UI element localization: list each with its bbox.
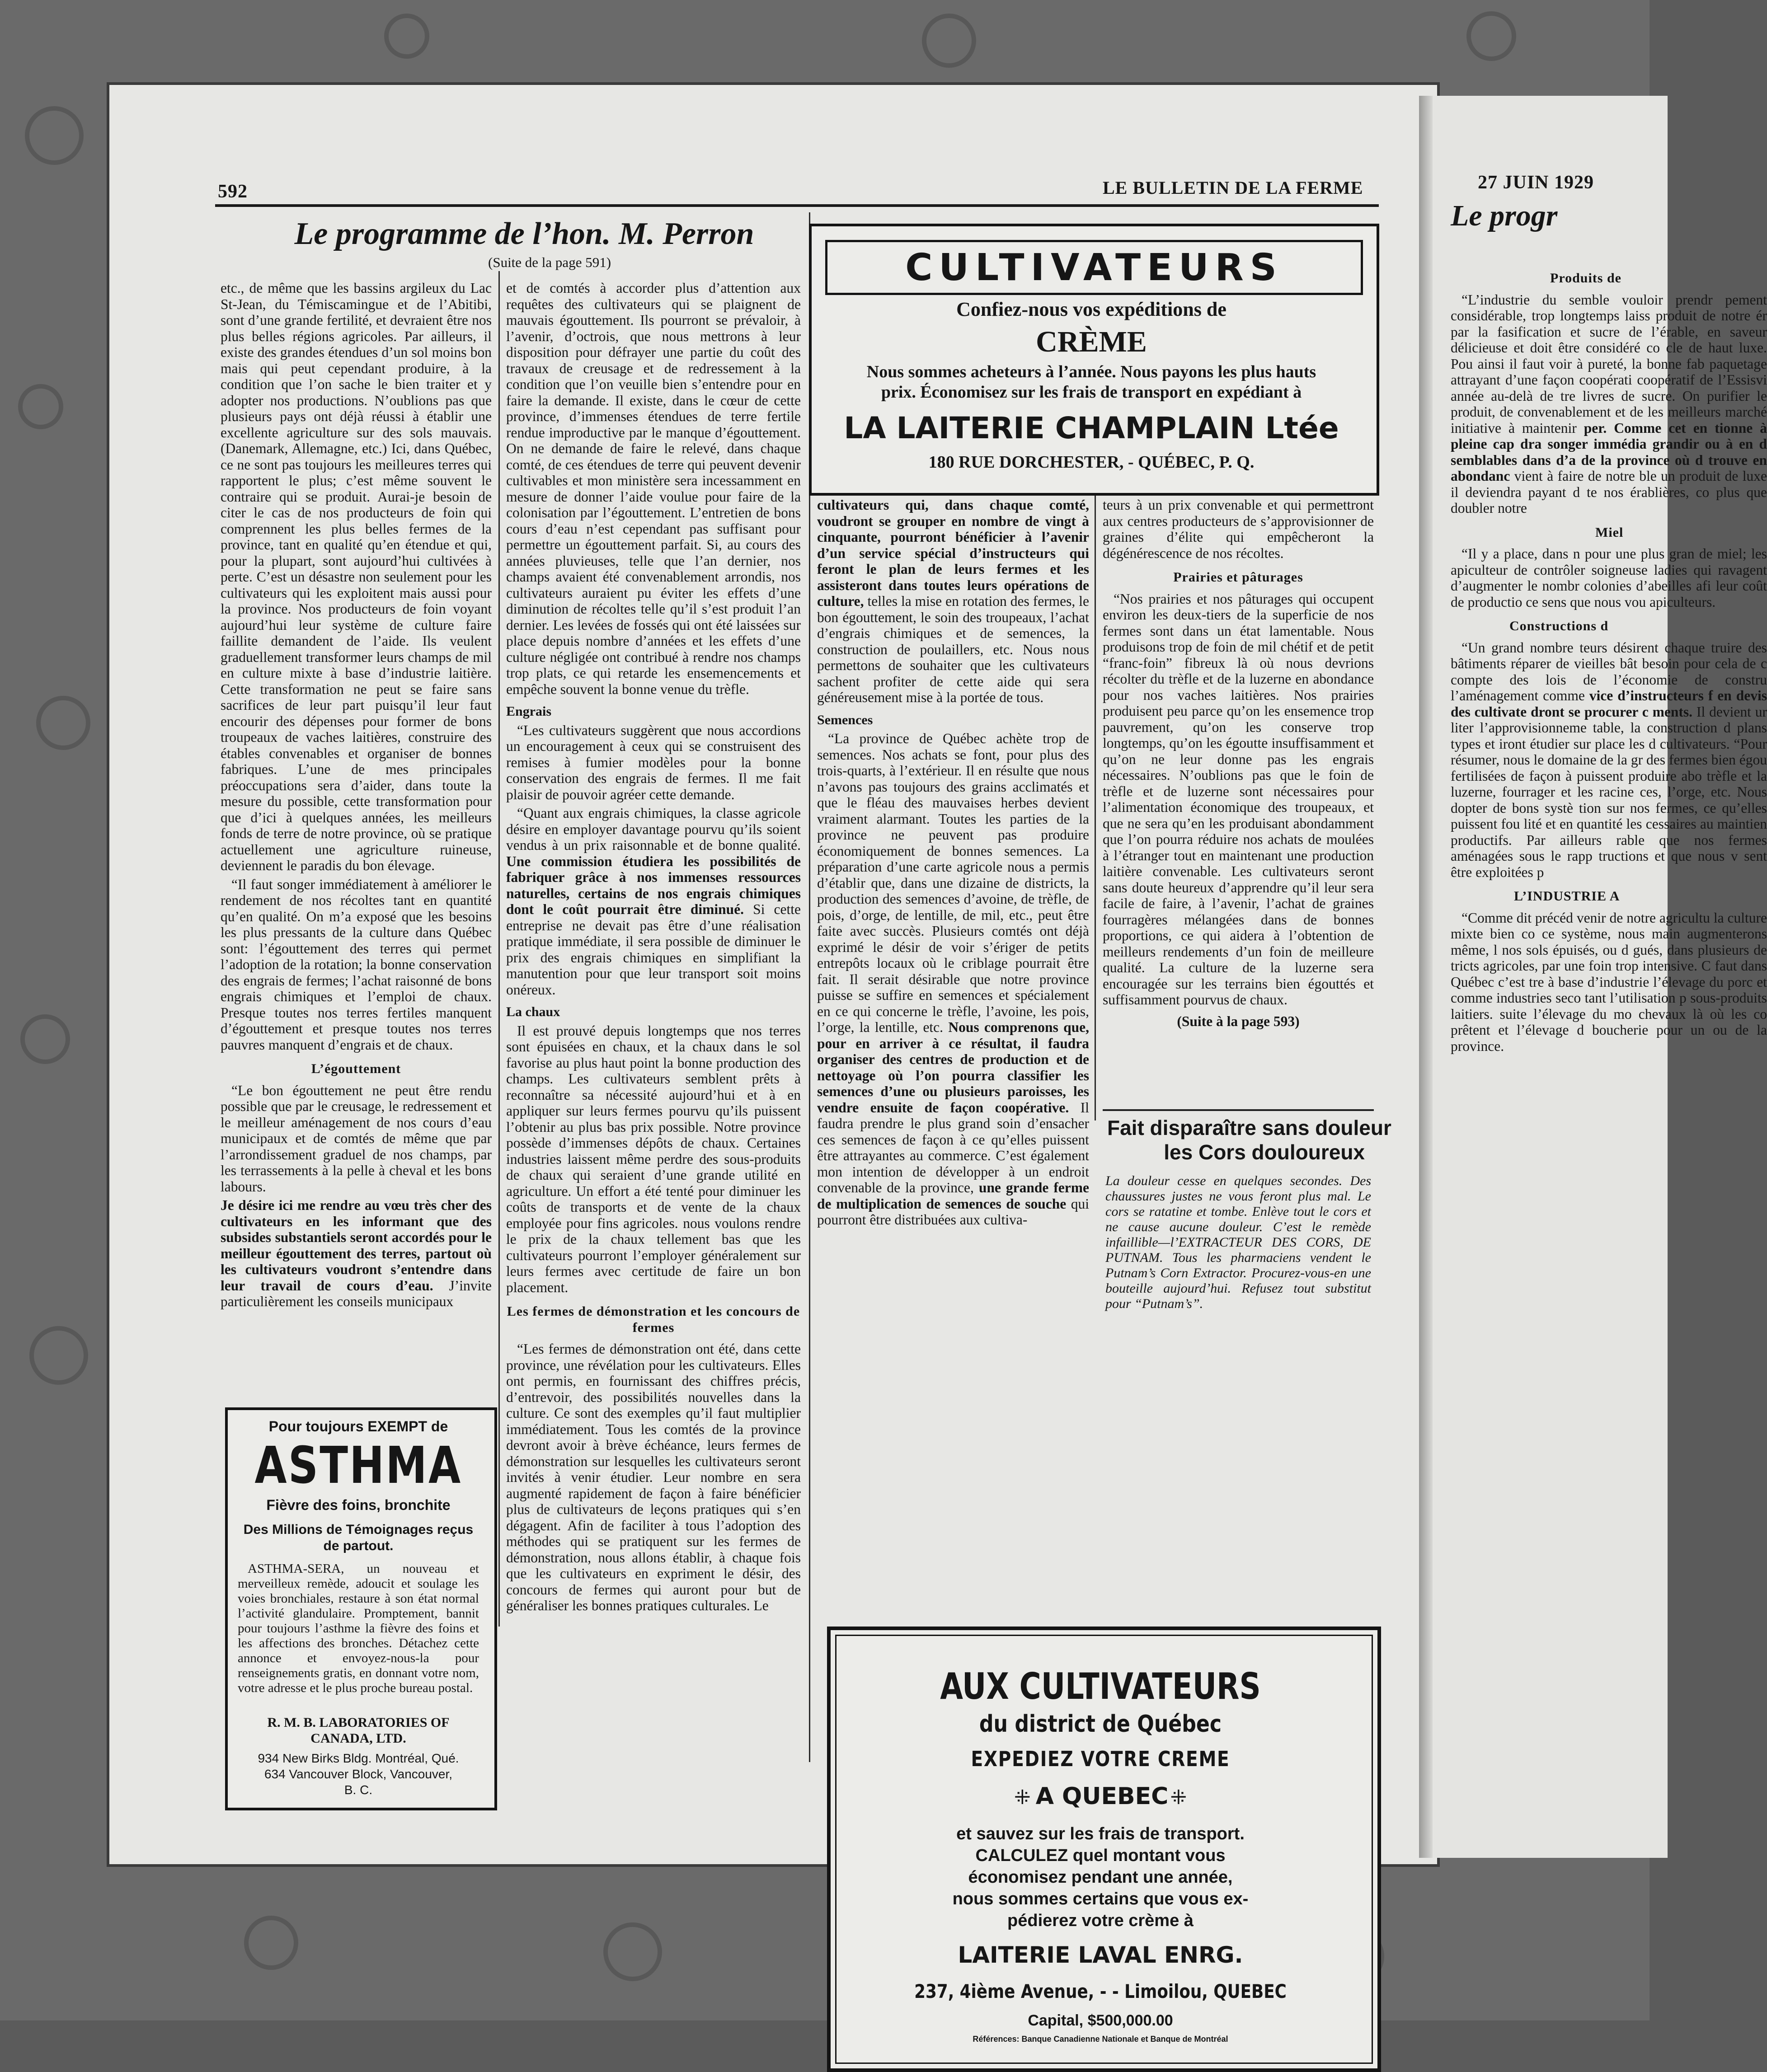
bold-text: vice d’instructeurs f en devis des cultivate dront se procurer c ments. bbox=[1451, 688, 1767, 720]
paragraph: et de comtés à accorder plus d’attention aux requêtes des cultivateurs qui se plaignent de mauvais égouttement. Ils pourront se prévaloir, à l’avenir, d’octrois, que nous mettrons à leur disposition pour défrayer une partie du coût des travaux de creusage et de redressement à la condition que l’on veuille bien s’entendre pour en faire la demande. Il existe, dans le cœur de cette province, d’immenses étendues de terre fertile rendue improductive par le manque d’égouttement. On ne demande de faire le relevé, dans chaque comté, de ces étendues de terre qui peuvent devenir cultivables et mon ministère sera incessamment en mesure de donner l’aide voulue pour faire de la colonisation par l’égouttement. L’entretien de bons cours d’eau n’est cependant pas suffisant pour permettre un égouttement parfait. Si, au cours des années pluvieuses, telle que l’an dernier, nos champs avaient été convenablement arrondis, nos cultivateurs auraient pu éviter les effets d’une diminution de récoltes telle qu’il s’est produit l’an dernier. Les levées de fossés qui ont été laissées sur place depuis nombre d’années et les effets d’une culture négligée ont contribué à rendre nos champs trop plats, ce qui retarde les ensemencements et empêche souvent la bonne venue du trèfle. bbox=[506, 280, 801, 697]
ad-asthma bbox=[225, 1407, 497, 1810]
section-heading: Semences bbox=[817, 712, 873, 727]
paragraph bbox=[221, 1197, 492, 1310]
section-heading: Constructions d bbox=[1509, 619, 1609, 633]
diamond-ornament-icon: ⁜ bbox=[1014, 1786, 1036, 1809]
article-continued-from: (Suite de la page 591) bbox=[488, 254, 611, 270]
paragraph bbox=[1451, 292, 1767, 516]
ad-text: Nous sommes acheteurs à l’année. Nous payons les plus hauts bbox=[866, 362, 1316, 381]
text: Il devient ur liter l’approvisionneme table, la construction d plans types et iront étudier sur place les d cultivateurs. “Pour résumer, nous le domaine de la gr des fermes bien égou fertilisées de façon à puissent produire abo trèfle et la luzerne, fourrager et les racine ces, l’orge, etc. Nous dopter de bons systè tion sur nos fermes, ce qu’elles puissent fou lité et en quantité les cessaires au maintien productifs. Par ailleurs rable que nos fermes aménagées sous le rapp tructions et que nous v sent être exploitées p bbox=[1451, 703, 1767, 880]
text: telles la mise en rotation des fermes, le bon égouttement, le soin des troupeaux, l’achat d’engrais chimiques et de semences, la construction de poulaillers, etc. Nous nous permettons de souhaiter que les cultivateurs sachent profiter de cette aide qui sera généreusement mise à la portée de tous. bbox=[817, 593, 1089, 705]
publication-name: LE BULLETIN DE LA FERME bbox=[1103, 178, 1363, 198]
ad-laiterie-champlain bbox=[809, 224, 1379, 496]
ad-putnam-corns bbox=[1103, 1109, 1391, 1434]
ad-address: 180 RUE DORCHESTER, - QUÉBEC, P. Q. bbox=[928, 453, 1255, 472]
section-heading: Les fermes de démonstration et les concours de fermes bbox=[507, 1304, 800, 1335]
ad-text: Pour toujours EXEMPT de bbox=[268, 1418, 448, 1434]
ad-text: EXPEDIEZ VOTRE CREME bbox=[971, 1747, 1230, 1771]
ad-destination bbox=[831, 1783, 1370, 1810]
ad-text: A QUEBEC bbox=[1035, 1783, 1169, 1810]
article-title: Le programme de l’hon. M. Perron bbox=[294, 216, 754, 251]
ad-capital: Capital, $500,000.00 bbox=[1028, 2012, 1173, 2029]
paragraph bbox=[1451, 640, 1767, 881]
paragraph: “Le bon égouttement ne peut être rendu possible que par le creusage, le redressement et le meilleur aménagement de nos cours d’eau municipaux et de comtés de même que par l’arrondissement graduel de nos champs, par les terrassements à la pelle à cheval et les bons labours. bbox=[221, 1082, 492, 1195]
section-heading: Miel bbox=[1595, 525, 1624, 540]
ad-headline: les Cors douloureux bbox=[1164, 1140, 1365, 1164]
bold-text: per. Comme cet en tionne à pleine cap dra songer immédia grandir ou à en d semblables dans d’a de la province où d trouve en abondanc bbox=[1451, 420, 1767, 484]
ad-company: LA LAITERIE CHAMPLAIN Ltée bbox=[844, 411, 1339, 445]
section-heading: L’INDUSTRIE A bbox=[1514, 889, 1620, 904]
article-column-4 bbox=[1103, 497, 1374, 1107]
ad-text: CALCULEZ quel montant vous bbox=[975, 1846, 1226, 1865]
ad-address: B. C. bbox=[344, 1783, 373, 1797]
ad-text: et sauvez sur les frais de transport. bbox=[956, 1824, 1245, 1843]
page-number: 592 bbox=[218, 181, 248, 202]
ad-rule bbox=[1103, 1109, 1374, 1111]
ad-company: R. M. B. LABORATORIES OF bbox=[267, 1715, 450, 1730]
paragraph: “Les fermes de démonstration ont été, dans cette province, une révélation pour les cultivateurs. Elles ont permis, en fournissant des chiffres précis, d’entrevoir, des possibilités nouvelles dans la culture. Ce sont des exemples qu’il faut multiplier immédiatement. Tous les comtés de la province devront avoir à brève échéance, leurs fermes de démonstration sur lesquelles les cultivateurs seront invités à venir étudier. Leur nombre en sera augmenté rapidement de façon à faire bénéficier plus de cultivateurs de leçons pratiques qui s’en dégagent. Afin de faciliter à tous l’adoption des méthodes qui se pratiquent sur les fermes de démonstration, nous allons établir, à chaque fois que les cultivateurs en expriment le désir, des concours de fermes qui auront pour but de généraliser les bonnes pratiques culturales. Le bbox=[506, 1341, 801, 1613]
text: “Un grand nombre teurs désirent chaque truire des bâtiments réparer de vieilles bât besoin pour cela de c compte des lois de l’économie de constru l’aménagement comme bbox=[1451, 639, 1767, 703]
diamond-ornament-icon: ⁜ bbox=[1170, 1786, 1187, 1809]
paragraph: “Il faut songer immédiatement à améliorer le rendement de nos récoltes tant en quantité qu’en qualité. On m’a exposé que les besoins les plus pressants de la culture dans Québec sont: l’égouttement des terres qui permet l’adoption de la rotation; la bonne conservation des engrais de fermes; l’achat raisonné de bons engrais chimiques et l’emploi de chaux. Presque toutes nos terres fertiles manquent d’égouttement et presque toutes nos terres pauvres manquent d’engrais et de chaux. bbox=[221, 876, 492, 1053]
header-rule bbox=[215, 204, 1379, 207]
next-page-column bbox=[1451, 262, 1767, 1870]
ad-body: ASTHMA-SERA, un nouveau et merveilleux remède, adoucit et soulage les voies bronchiales, restaure à son état normal l’activité glandulaire. Promptement, bannit pour toujours l’asthme la fièvre des foins et les affections des bronches. Détachez cette annonce et envoyez-nous-la pour renseignements gratis, en donnant votre nom, votre adresse et le plus proche bureau postal. bbox=[238, 1561, 479, 1695]
paragraph: teurs à un prix convenable et qui permettront aux centres producteurs de s’approvisionner de graines d’élite qui empêcheront la dégénérescence de nos récoltes. bbox=[1103, 497, 1374, 561]
ad-product: CRÈME bbox=[1036, 325, 1147, 358]
text: qui pourront être distribuées aux cultiva- bbox=[817, 1195, 1089, 1228]
ad-address: 934 New Birks Bldg. Montréal, Qué. bbox=[258, 1751, 459, 1765]
bold-text: Je désire ici me rendre au vœu très cher des cultivateurs en les informant que des subsides substantiels seront accordés pour le meilleur égouttement des terres, partout où les cultivateurs voudront s’entendre dans leur travail de cours d’eau. bbox=[221, 1197, 492, 1294]
section-heading: La chaux bbox=[506, 1004, 560, 1019]
paragraph: “Les cultivateurs suggèrent que nous accordions un encouragement à ceux qui se construisent des remises à fumier modèles pour la bonne conservation des engrais de fermes. Il me fait plaisir de pouvoir agréer cette demande. bbox=[506, 722, 801, 802]
ad-text: Confiez-nous vos expéditions de bbox=[956, 298, 1227, 320]
ad-company: CANADA, LTD. bbox=[310, 1731, 406, 1746]
continued-to: (Suite à la page 593) bbox=[1177, 1013, 1300, 1029]
next-page-title: Le progr bbox=[1451, 199, 1558, 232]
ad-text: prix. Économisez sur les frais de transport en expédiant à bbox=[881, 383, 1302, 402]
ad-address: 634 Vancouver Block, Vancouver, bbox=[264, 1767, 453, 1781]
ad-headline: CULTIVATEURS bbox=[905, 246, 1283, 289]
bold-text: cultivateurs qui, dans chaque comté, voudront se grouper en nombre de vingt à cinquante, pourront bénéficier à l’avenir d’un service spécial d’instructeurs qui feront le plan de leurs fermes et les assisteront dans toutes leurs opérations de culture, bbox=[817, 497, 1089, 609]
paragraph bbox=[817, 731, 1089, 1228]
ad-text: de partout. bbox=[323, 1538, 394, 1553]
column-rule bbox=[498, 271, 500, 1627]
article-column-1 bbox=[221, 280, 492, 1398]
ad-body: La douleur cesse en quelques secondes. Des chaussures justes ne vous feront plus mal. Le cors se ratatine et tombe. Enlève tout le cors et ne cause aucune douleur. C’est le remède infaillible—l’EXTRACTEUR DES CORS, DE PUTNAM. Tous les pharmaciens vendent le Putnam’s Corn Extractor. Procurez-vous-en une bouteille aujourd’hui. Refusez tout substitut pour “Putnam’s”. bbox=[1105, 1173, 1371, 1311]
ad-text: nous sommes certains que vous ex- bbox=[952, 1889, 1249, 1908]
ad-company: LAITERIE LAVAL ENRG. bbox=[958, 1942, 1243, 1968]
ad-references: Références: Banque Canadienne Nationale et Banque de Montréal bbox=[973, 2034, 1228, 2044]
ad-text: pédierez votre crème à bbox=[1007, 1911, 1194, 1930]
next-page-date: 27 JUIN 1929 bbox=[1478, 172, 1594, 193]
paragraph: “Comme dit précéd venir de notre agricultu la culture mixte bien co ce système, nous main augmenterons même, l nos sols épuisés, ou d gués, dans plusieurs de tricts agricoles, par une foin trop intensive. C faut dans Québec c’est tre à base d’industrie l’élevage du porc et comme industries seco tant l’utilisation p sous-produits laitiers. suite l’élevage du mo chevaux là où les co prêtent et l’élevage d boucherie pour un ou de la province. bbox=[1451, 909, 1767, 1054]
paragraph: Il est prouvé depuis longtemps que nos terres sont épuisées en chaux, et la chaux dans le sol favorise au plus haut point la bonne production des champs. Les cultivateurs semblent prêts à reconnaître sa nécessité aujourd’hui et à en appliquer sur leurs fermes pourvu qu’ils puissent l’obtenir au plus bas prix possible. Notre province possède d’immenses dépôts de chaux. Certaines industries laissent même perdre des sous-produits de chaux qui seraient d’une grande utilité en agriculture. Un effort a été tenté pour diminuer les coûts de transports et de vente de la chaux employée pour fins agricoles. nous voulons rendre le prix de la chaux tellement bas que les cultivateurs pourront l’employer généralement sur leurs fermes avec certitude de faire un bon placement. bbox=[506, 1022, 801, 1295]
bold-text: Nous comprenons que, pour en arriver à ce résultat, il faudra organiser des centres de production et de nettoyage où l’on pourra classifier les semences d’une ou plusieurs paroisses, les vendre ensuite de façon coopérative. bbox=[817, 1019, 1090, 1116]
ad-text: du district de Québec bbox=[979, 1711, 1222, 1738]
ad-headline: ASTHMA bbox=[254, 1436, 462, 1495]
text: Si cette entreprise ne devait pas être d’une réalisation pratique immédiate, il sera possible de diminuer le prix des engrais chimiques en simplifiant la manutention pour que leur transport soit moins onéreux. bbox=[506, 901, 801, 998]
text: “L’industrie du semble vouloir prendr pement considérable, trop longtemps laiss produit de notre ér par la fasification et sucre de l’érable, en saveur délicieuse et doit être considéré co cle de haut luxe. Pou ainsi il faut voir à pureté, la bonne fab paquetage attrayant d’une façon coopérati coopératif de l’Essisvi année au-delà de tre livres de sucre. On purifier le produit, de convenablement et de les meilleurs marché initiative à maintenir bbox=[1451, 291, 1767, 436]
section-heading: Prairies et pâturages bbox=[1173, 570, 1303, 585]
text: J’invite particulièrement les conseils municipaux bbox=[221, 1277, 492, 1309]
article-column-2 bbox=[506, 280, 801, 1737]
text: “Quant aux engrais chimiques, la classe agricole désire en employer davantage pourvu qu’ils soient vendus à un prix raisonnable et de bonne qualité. bbox=[506, 805, 801, 853]
paragraph: “Il y a place, dans n pour une plus gran de miel; les apiculteur de contrôler soigneuse ladies qui ravagent d’augmenter le nombr colonies d’abeilles afi leur coût de productio ce sens que nous vou apiculteurs. bbox=[1451, 546, 1767, 610]
page-gutter bbox=[1419, 96, 1433, 1858]
paragraph bbox=[506, 805, 801, 998]
text: Il faudra prendre le plus grand soin d’ensacher ces semences de façon à ce qu’elles puissent être attrayantes au commerce. C’est également mon intention de développer à un endroit convenable de la province, bbox=[817, 1099, 1090, 1195]
paragraph: “Nos prairies et nos pâturages qui occupent environ les deux-tiers de la superficie de nos fermes sont dans un état lamentable. Nous produisons trop de foin de mil chétif et de petit “franc-foin” fibreux là où nous devrions récolter du trèfle et de la luzerne en abondance pour nos vaches laitières. Nos prairies produisent peu parce qu’on les ensemence trop pauvrement, qu’on les conserve trop longtemps, qu’on les égoutte insuffisamment et qu’on ne leur donne pas les engrais nécessaires. N’oublions pas que le foin de trèfle et de luzerne sont nécessaires pour l’alimentation économique des troupeaux, et que ne sera qu’en les produisant abondamment que l’on pourra réduire nos achats de moulées à l’étranger tout en maintenant une production laitière convenable. Les cultivateurs seront sans doute heureux d’apprendre qu’il leur sera facile de faire, à l’avenir, l’achat de graines fourragères mélangées dans de bonnes proportions, ce qui aidera à l’obtention de meilleurs rendements d’un foin de meilleure qualité. La culture de la luzerne sera encouragée sur les terrains bien égouttés et suffisamment pourvus de chaux. bbox=[1103, 591, 1374, 1008]
section-heading: Produits de bbox=[1550, 271, 1621, 286]
paragraph: etc., de même que les bassins argileux du Lac St-Jean, du Témiscamingue et de l’Abitibi, sont d’une grande fertilité, et devraient être nos plus belles régions agricoles. Par ailleurs, il existe des grandes étendues d’un sol moins bon mais qui peut cependant produire, à la condition que l’on sache le bien traiter et y adopter nos productions. N’oublions pas que plusieurs pays ont déjà réussi à établir une excellente agriculture sur des sols mauvais. (Danemark, Allemagne, etc.) Ici, dans Québec, ce ne sont pas toujours les meilleures terres qui rapportent le plus; c’est même souvent le contraire qui se produit. Aurai-je besoin de citer le cas de nos producteurs de foin qui comprennent les plus belles fermes de la province, tant en qualité qu’en étendue et qui, pour la plupart, sont aujourd’hui cultivées à perte. C’est un désastre non seulement pour les cultivateurs qui les exploitent mais aussi pour la province. Nos producteurs de foin voyant aujourd’hui leur système de culture faire faillite demandent de l’aide. Ils veulent graduellement transformer leurs champs de mil en culture mixte à base d’industrie laitière. Cette transformation ne peut se faire sans sacrifices de leur part puisqu’il leur faut encourir des dépenses pour former de bons troupeaux de vaches laitières, construire des étables convenables et organiser de bonnes fabriques. L’une de mes principales préoccupations sera d’aider, dans toute la mesure du possible, cette transformation pour que d’ici à quelques années, les meilleurs fonds de terre de notre province, où se pratique actuellement une agriculture ruineuse, deviennent le paradis du bon élevage. bbox=[221, 280, 492, 873]
ad-headline: Fait disparaître sans douleur bbox=[1107, 1116, 1391, 1139]
text: “La province de Québec achète trop de semences. Nos achats se font, pour plus des trois-quarts, à l’extérieur. Il en résulte que nous n’avons pas toujours des grains acclimatés et que le fléau des mauvaises herbes devient vraiment alarmant. Toutes les parties de la province ne peuvent pas produire économiquement de bonnes semences. La préparation d’une carte agricole nous a permis d’établir que, dans une dizaine de districts, la production des semences d’avoine, de trèfle, de pois, d’orge, de lentille, de mil, etc., peut être faite avec succès. Plusieurs comtés ont déjà exprimé le désir de voir s’ériger de petits entrepôts locaux où le criblage pourrait être fait. Il serait désirable que notre province puisse se suffire en semences et spécialement en ce qui concerne le trèfle, l’avoine, les pois, l’orge, la lentille, etc. bbox=[817, 731, 1089, 1035]
paragraph bbox=[817, 497, 1089, 706]
article-column-3 bbox=[817, 497, 1089, 1486]
next-page-clip bbox=[1451, 199, 1767, 1898]
ad-text: Des Millions de Témoignages reçus bbox=[243, 1522, 474, 1537]
bold-text: Une commission étudiera les possibilités de fabriquer grâce à nos immenses ressources naturelles, certains de nos engrais chimiques dont le coût pourrait être diminué. bbox=[506, 853, 801, 917]
section-heading: Engrais bbox=[506, 704, 552, 719]
ad-headline: AUX CULTIVATEURS bbox=[940, 1665, 1261, 1707]
bold-text: une grande ferme de multiplication de semences de souche bbox=[817, 1180, 1089, 1212]
ad-text: économisez pendant une année, bbox=[968, 1868, 1233, 1887]
ad-laiterie-laval bbox=[827, 1627, 1381, 2072]
ad-address: 237, 4ième Avenue, - - Limoilou, QUEBEC bbox=[914, 1980, 1287, 2002]
text: vient à faire de notre ble un produit de luxe il deviendra payant d te nos érablières, co plus que doubler notre bbox=[1451, 468, 1767, 516]
section-heading: L’égouttement bbox=[311, 1061, 401, 1076]
column-rule bbox=[1095, 488, 1096, 1120]
ad-text: Fièvre des foins, bronchite bbox=[266, 1497, 451, 1513]
